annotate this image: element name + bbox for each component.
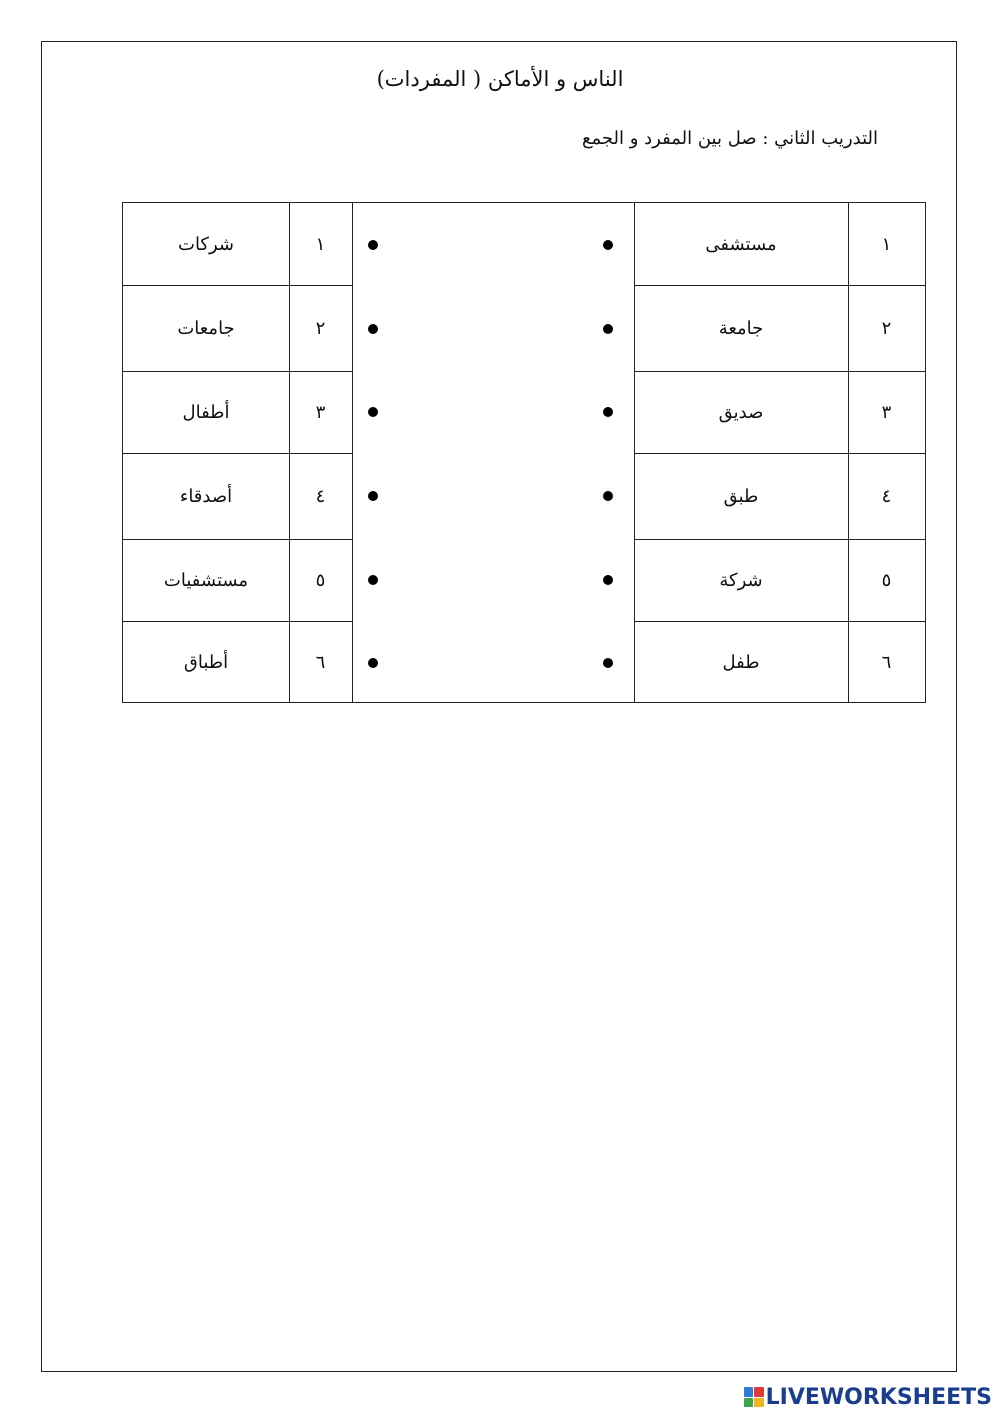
singular-dot-1[interactable] — [603, 240, 613, 250]
singular-dot-5[interactable] — [603, 575, 613, 585]
exercise-instruction: التدريب الثاني : صل بين المفرد و الجمع — [581, 128, 878, 149]
plural-number-6: ٦ — [315, 651, 326, 673]
row-divider — [634, 621, 925, 622]
singular-number-3: ٣ — [881, 401, 892, 423]
plural-word-2: جامعات — [177, 317, 235, 339]
singular-dot-6[interactable] — [603, 658, 613, 668]
plural-number-3: ٣ — [315, 401, 326, 423]
plural-dot-5[interactable] — [368, 575, 378, 585]
singular-number-1: ١ — [881, 233, 892, 255]
worksheet-title: الناس و الأماكن ( المفردات) — [376, 67, 624, 91]
plural-number-5: ٥ — [315, 569, 326, 591]
matching-table — [122, 202, 926, 703]
plural-number-4: ٤ — [315, 485, 326, 507]
row-divider — [634, 453, 925, 454]
singular-number-4: ٤ — [881, 485, 892, 507]
singular-number-2: ٢ — [881, 317, 892, 339]
singular-number-5: ٥ — [881, 569, 892, 591]
plural-word-5: مستشفيات — [163, 569, 249, 591]
singular-word-1: مستشفى — [705, 233, 777, 255]
plural-dot-1[interactable] — [368, 240, 378, 250]
singular-dot-4[interactable] — [603, 491, 613, 501]
plural-number-1: ١ — [315, 233, 326, 255]
plural-dot-4[interactable] — [368, 491, 378, 501]
row-divider — [123, 371, 352, 372]
singular-dot-3[interactable] — [603, 407, 613, 417]
plural-dot-3[interactable] — [368, 407, 378, 417]
brand-name: LIVEWORKSHEETS — [765, 1384, 992, 1410]
row-divider — [123, 539, 352, 540]
liveworksheets-logo — [744, 1385, 992, 1409]
row-divider — [634, 371, 925, 372]
plural-word-6: أطباق — [183, 651, 229, 673]
row-divider — [123, 453, 352, 454]
singular-word-6: طفل — [722, 651, 760, 673]
plural-dot-6[interactable] — [368, 658, 378, 668]
row-divider — [123, 621, 352, 622]
row-divider — [123, 285, 352, 286]
plural-number-2: ٢ — [315, 317, 326, 339]
singular-word-2: جامعة — [718, 317, 764, 339]
singular-word-4: طبق — [723, 485, 759, 507]
plural-word-1: شركات — [178, 233, 235, 255]
singular-number-6: ٦ — [881, 651, 892, 673]
liveworksheets-icon — [744, 1387, 764, 1407]
row-divider — [634, 539, 925, 540]
plural-dot-2[interactable] — [368, 324, 378, 334]
singular-word-3: صديق — [718, 401, 764, 423]
singular-dot-2[interactable] — [603, 324, 613, 334]
singular-word-5: شركة — [719, 569, 763, 591]
plural-word-3: أطفال — [182, 401, 230, 423]
divider — [352, 203, 353, 702]
row-divider — [634, 285, 925, 286]
plural-word-4: أصدقاء — [179, 485, 233, 507]
